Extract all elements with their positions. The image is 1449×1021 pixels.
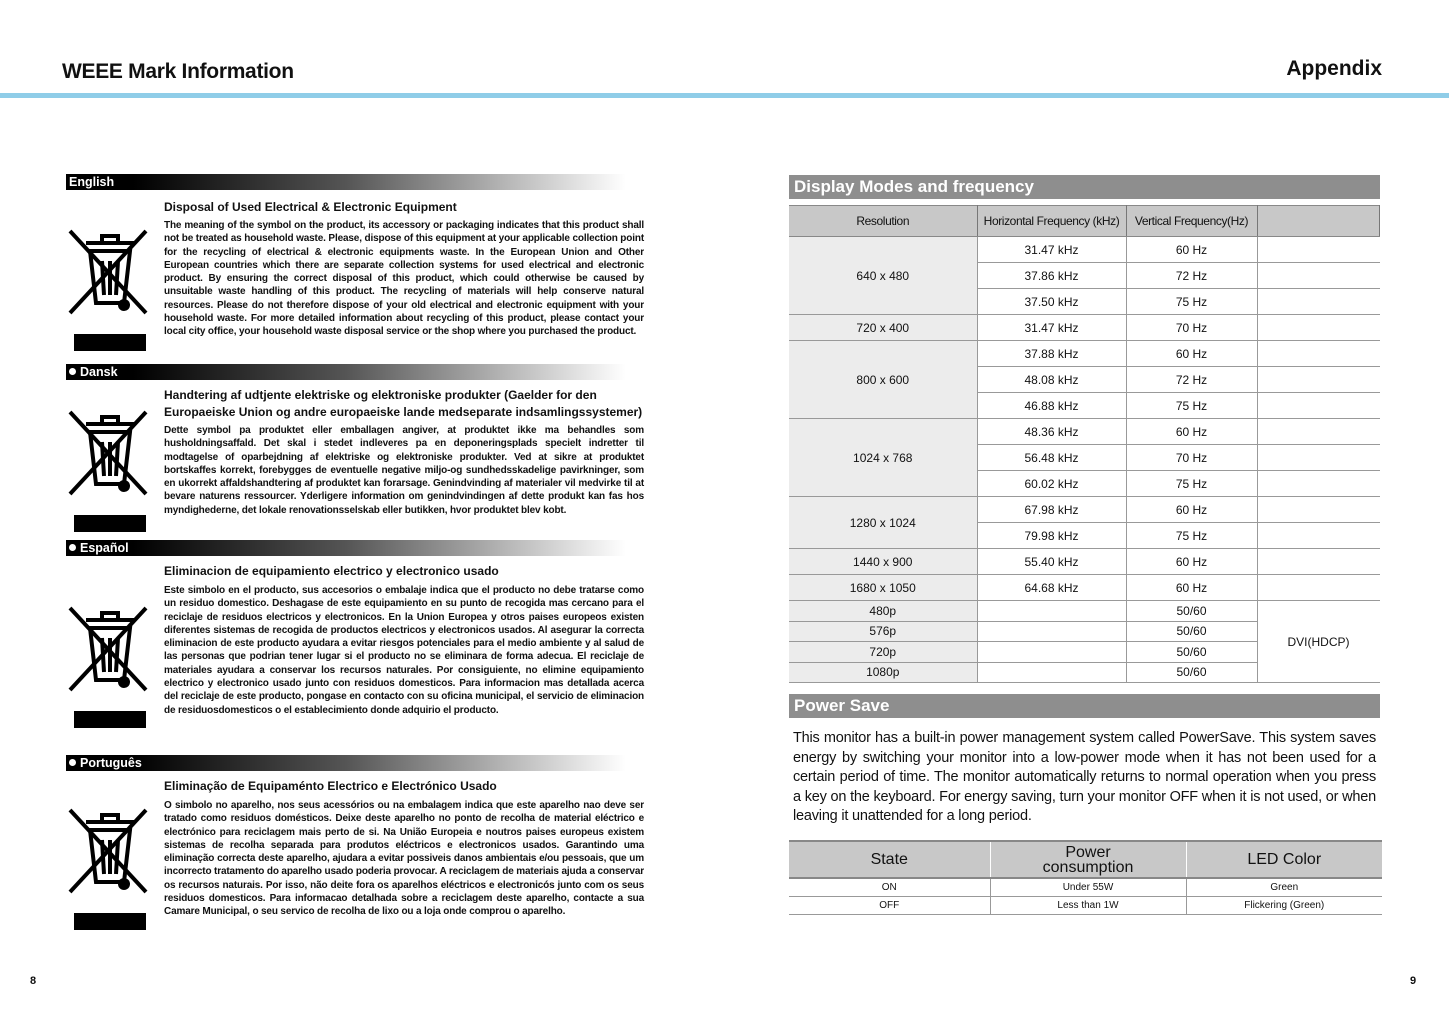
extra-cell bbox=[1257, 497, 1380, 523]
horizontal-frequency-cell: 79.98 kHz bbox=[977, 523, 1126, 549]
section-body: The meaning of the symbol on the product, its accessory or packaging indicates that this product shall not be treated as household waste. Please, dispose of this equipment at your applicable collection point for the recycling of electrical & electronic equipments waste. In the European Union and Other European countries which there are separate collection systems for used electrical and electronic product. By ensuring the correct disposal of this product, which could otherwise be caused by unsuitable waste handling of this product. The recycling of materials will help conserve natural resources. Please do not therefore dispose of your old electrical and electronic equipment with your household waste. For more detailed information about recycling of this product, please contact your local city office, your household waste disposal service or the shop where you purchased the product. bbox=[164, 220, 644, 338]
table-row bbox=[789, 341, 1380, 367]
resolution-cell: 1280 x 1024 bbox=[789, 497, 977, 549]
horizontal-frequency-cell: 60.02 kHz bbox=[977, 471, 1126, 497]
state-cell: OFF bbox=[789, 896, 990, 914]
left-page-title: WEEE Mark Information bbox=[62, 60, 294, 83]
display-modes-table bbox=[789, 205, 1380, 683]
extra-cell bbox=[1257, 263, 1380, 289]
vertical-frequency-cell: 50/60 bbox=[1126, 601, 1257, 622]
col-header: Resolution bbox=[789, 206, 977, 237]
table-row bbox=[789, 601, 1380, 622]
table-row bbox=[789, 896, 1382, 914]
horizontal-frequency-cell: 31.47 kHz bbox=[977, 315, 1126, 341]
table-header-row bbox=[789, 206, 1380, 237]
bullet-icon bbox=[69, 368, 76, 375]
vertical-frequency-cell: 75 Hz bbox=[1126, 471, 1257, 497]
page-number-left: 8 bbox=[30, 975, 37, 987]
section-body: O simbolo no aparelho, nos seus acessórios ou na embalagem indica que este aparelho nao deve ser tratado como residuos domésticos. Deixe deste aparelho no ponto de recolha de material eléctrico e electrónico para reciclagem mais perto de si. Na União Europeia e noutros paises europeus existem sistemas de recolha separada para produtos eléctricos e electronicos usados. Garantindo uma eliminação correcta deste aparelho, ajudara a evitar possiveis danos ambientais e/ou pessoais, que um incorrecto tratamento do aparelho usado poderia provocar. A reciclagem de materiais ajuda a conservar os recursos naturais. Por isso, não deite fora os aparelhos eléctricos e electronicós junto com os seus residuos domesticos. Para informacao detalhada sobre a reciclagem deste aparelho, contacte a sua Camare Municipal, o seu servico de recolha de lixo ou a loja onde comprou o aparelho. bbox=[164, 800, 644, 918]
page-number-right: 9 bbox=[1410, 975, 1417, 987]
vertical-frequency-cell: 60 Hz bbox=[1126, 575, 1257, 601]
vertical-frequency-cell: 75 Hz bbox=[1126, 523, 1257, 549]
col-header: State bbox=[789, 841, 990, 878]
resolution-cell: 640 x 480 bbox=[789, 237, 977, 315]
section-title: Handtering af udtjente elektriske og elektroniske produkter (Gaelder for den Europaeiske Union og andre europaeiske lande medseparate indsamlingssystemer) bbox=[164, 388, 643, 419]
table-row bbox=[789, 878, 1382, 896]
vertical-frequency-cell: 50/60 bbox=[1126, 662, 1257, 683]
weee-underline-bar bbox=[74, 334, 146, 351]
extra-cell bbox=[1257, 549, 1380, 575]
weee-icon bbox=[66, 800, 150, 930]
table-row bbox=[789, 497, 1380, 523]
vertical-frequency-cell: 75 Hz bbox=[1126, 289, 1257, 315]
lang-bar-portugues bbox=[66, 755, 626, 771]
header-rule bbox=[0, 93, 1449, 98]
vertical-frequency-cell: 72 Hz bbox=[1126, 263, 1257, 289]
horizontal-frequency-cell: 37.86 kHz bbox=[977, 263, 1126, 289]
horizontal-frequency-cell: 48.08 kHz bbox=[977, 367, 1126, 393]
display-modes-heading: Display Modes and frequency bbox=[789, 175, 1380, 199]
table-row bbox=[789, 575, 1380, 601]
resolution-cell: 576p bbox=[789, 621, 977, 642]
horizontal-frequency-cell: 46.88 kHz bbox=[977, 393, 1126, 419]
section-title: Disposal of Used Electrical & Electronic Equipment bbox=[164, 200, 457, 214]
horizontal-frequency-cell: 31.47 kHz bbox=[977, 237, 1126, 263]
section-body: Dette symbol pa produktet eller emballagen angiver, at produktet ikke ma behandles som husholdningsaffald. Det skal i stedet indleveres pa en deponeringsplads specielt indretter til modtagelse of oparbejdning af elektriske og elektroniske produkter. Ved at sikre at produktet bortskaffes korrekt, forebygges de eventuelle negative miljo-og sundhedsskadelige pavirkninger, som en ukorrekt affaldshandtering af produktet kan forarsage. Genindvinding af materialer vil medvirke til at bevare naturens ressourcer. Yderligere information om genindvindingen af dette produkt kan fas hos myndighederne, det lokale renovationsselskab eller butikken, hvor produktet blev kobt. bbox=[164, 425, 644, 516]
resolution-cell: 800 x 600 bbox=[789, 341, 977, 419]
lang-label: Español bbox=[80, 541, 129, 555]
right-page-title: Appendix bbox=[1286, 57, 1382, 80]
table-header-row bbox=[789, 841, 1382, 878]
resolution-cell: 1024 x 768 bbox=[789, 419, 977, 497]
horizontal-frequency-cell: 37.88 kHz bbox=[977, 341, 1126, 367]
weee-underline-bar bbox=[74, 515, 146, 532]
crossed-out-wheelie-bin-icon bbox=[66, 598, 150, 708]
extra-cell bbox=[1257, 471, 1380, 497]
section-body: Este simbolo en el producto, sus accesorios o embalaje indica que el producto no debe tratarse como un residuo domestico. Deshagase de este equipamiento en su punto de recogida mas cercano para el reciclaje de residuos electricos y electronicos. En la Union Europea y otros paises europeos existen diferentes sistemas de recogida de productos electricos y electronicos usados. Al asegurar la correcta eliminacion de este producto ayudara a evitar riesgos potenciales para el medio ambiente y al salud de las personas que podrian tener lugar si el producto no se eliminara de forma adecua. El reciclaje de materiales ayudara a conservar los recursos naturales. Por consiguiente, no elimine equipamiento electrico y electronico usado junto con residuos domesticos. Para informacion mas detallada acerca del reciclaje de este producto, pongase en contacto con su oficina municipal, el servicio de eliminacion de residuosdomesticos o el establecimiento donde adquirio el producto. bbox=[164, 585, 644, 716]
resolution-cell: 720p bbox=[789, 642, 977, 663]
table-row bbox=[789, 549, 1380, 575]
extra-cell bbox=[1257, 315, 1380, 341]
resolution-cell: 720 x 400 bbox=[789, 315, 977, 341]
table-row bbox=[789, 237, 1380, 263]
bullet-icon bbox=[69, 759, 76, 766]
horizontal-frequency-cell bbox=[977, 601, 1126, 622]
vertical-frequency-cell: 60 Hz bbox=[1126, 237, 1257, 263]
vertical-frequency-cell: 50/60 bbox=[1126, 621, 1257, 642]
vertical-frequency-cell: 60 Hz bbox=[1126, 341, 1257, 367]
vertical-frequency-cell: 60 Hz bbox=[1126, 497, 1257, 523]
weee-icon bbox=[66, 598, 150, 728]
vertical-frequency-cell: 60 Hz bbox=[1126, 419, 1257, 445]
weee-icon bbox=[66, 221, 150, 351]
resolution-cell: 1080p bbox=[789, 662, 977, 683]
crossed-out-wheelie-bin-icon bbox=[66, 800, 150, 910]
power-table bbox=[789, 840, 1382, 915]
horizontal-frequency-cell: 48.36 kHz bbox=[977, 419, 1126, 445]
vertical-frequency-cell: 72 Hz bbox=[1126, 367, 1257, 393]
resolution-cell: 480p bbox=[789, 601, 977, 622]
col-header: LED Color bbox=[1186, 841, 1382, 878]
power-cell: Under 55W bbox=[990, 878, 1186, 896]
horizontal-frequency-cell: 55.40 kHz bbox=[977, 549, 1126, 575]
vertical-frequency-cell: 75 Hz bbox=[1126, 393, 1257, 419]
crossed-out-wheelie-bin-icon bbox=[66, 402, 150, 512]
table-row bbox=[789, 419, 1380, 445]
section-title: Eliminação de Equipaménto Electrico e Electrónico Usado bbox=[164, 779, 497, 793]
led-cell: Green bbox=[1186, 878, 1382, 896]
horizontal-frequency-cell: 67.98 kHz bbox=[977, 497, 1126, 523]
resolution-cell: 1680 x 1050 bbox=[789, 575, 977, 601]
lang-label: Português bbox=[80, 756, 142, 770]
extra-cell bbox=[1257, 575, 1380, 601]
horizontal-frequency-cell bbox=[977, 621, 1126, 642]
col-header: Power consumption bbox=[990, 841, 1186, 878]
horizontal-frequency-cell bbox=[977, 642, 1126, 663]
led-cell: Flickering (Green) bbox=[1186, 896, 1382, 914]
extra-cell bbox=[1257, 445, 1380, 471]
extra-cell bbox=[1257, 341, 1380, 367]
lang-label: Dansk bbox=[80, 365, 118, 379]
power-save-text: This monitor has a built-in power management system called PowerSave. This system saves energy by switching your monitor into a low-power mode when it has not been used for a certain period of time. The monitor automatically returns to normal operation when you press a key on the keyboard. For energy saving, turn your monitor OFF when it is not used, or when leaving it unattended for a long period. bbox=[793, 730, 1376, 824]
vertical-frequency-cell: 60 Hz bbox=[1126, 549, 1257, 575]
extra-cell bbox=[1257, 289, 1380, 315]
power-save-heading: Power Save bbox=[789, 694, 1380, 718]
section-title: Eliminacion de equipamiento electrico y electronico usado bbox=[164, 564, 499, 578]
lang-bar-english bbox=[66, 174, 626, 190]
state-cell: ON bbox=[789, 878, 990, 896]
extra-cell bbox=[1257, 419, 1380, 445]
vertical-frequency-cell: 70 Hz bbox=[1126, 445, 1257, 471]
lang-label: English bbox=[69, 175, 115, 189]
power-cell: Less than 1W bbox=[990, 896, 1186, 914]
horizontal-frequency-cell: 37.50 kHz bbox=[977, 289, 1126, 315]
vertical-frequency-cell: 50/60 bbox=[1126, 642, 1257, 663]
extra-cell bbox=[1257, 237, 1380, 263]
col-header: Horizontal Frequency (kHz) bbox=[977, 206, 1126, 237]
weee-underline-bar bbox=[74, 711, 146, 728]
extra-cell bbox=[1257, 523, 1380, 549]
extra-cell bbox=[1257, 393, 1380, 419]
bullet-icon bbox=[69, 544, 76, 551]
extra-cell bbox=[1257, 367, 1380, 393]
resolution-cell: 1440 x 900 bbox=[789, 549, 977, 575]
col-header bbox=[1257, 206, 1380, 237]
table-row bbox=[789, 315, 1380, 341]
dvi-label-cell: DVI(HDCP) bbox=[1257, 601, 1380, 683]
horizontal-frequency-cell bbox=[977, 662, 1126, 683]
horizontal-frequency-cell: 56.48 kHz bbox=[977, 445, 1126, 471]
weee-icon bbox=[66, 402, 150, 532]
col-header: Vertical Frequency(Hz) bbox=[1126, 206, 1257, 237]
weee-underline-bar bbox=[74, 913, 146, 930]
lang-bar-espanol bbox=[66, 540, 626, 556]
lang-bar-dansk bbox=[66, 364, 626, 380]
horizontal-frequency-cell: 64.68 kHz bbox=[977, 575, 1126, 601]
crossed-out-wheelie-bin-icon bbox=[66, 221, 150, 331]
vertical-frequency-cell: 70 Hz bbox=[1126, 315, 1257, 341]
